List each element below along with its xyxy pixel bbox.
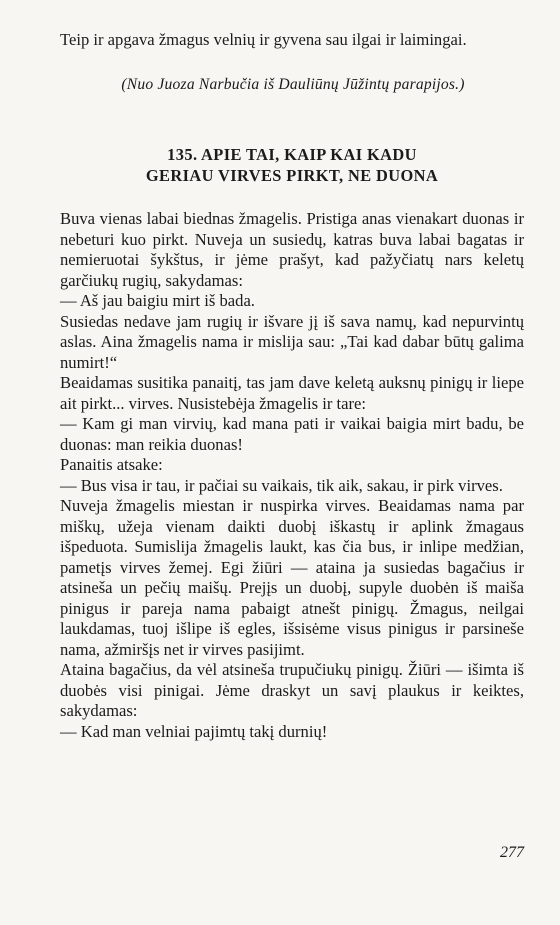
page-number: 277	[500, 844, 524, 861]
story-source-note: (Nuo Juoza Narbučia iš Dauliūnų Jūžintų parapijos.)	[121, 76, 465, 94]
story-heading-line-2: GERIAU VIRVES PIRKT, NE DUONA	[145, 165, 439, 185]
story-heading	[60, 145, 524, 186]
story-paragraph-7: — Bus visa ir tau, ir pačiai su vaikais, tik aik, sakau, ir pirk virves.	[60, 475, 503, 495]
story-paragraph-9: Ataina bagačius, da vėl atsineša trupučiukų pinigų. Žiūri — išimta iš duobės visi pinigai. Jėme draskyt un savį plaukus ir keiktes, sakydamas:	[60, 660, 524, 721]
story-paragraph-1: Buva vienas labai biednas žmagelis. Pristiga anas vienakart duonas ir nebeturi kuo pirkt. Nuveja un susiedų, katras buva labai bagatas ir nemieruotai šykštus, ir jėme prašyt, kad pažyčiatų nars keletų garčiukų rugių, sakydamas:	[60, 209, 524, 290]
story-paragraph-2: — Aš jau baigiu mirt iš bada.	[60, 291, 255, 311]
story-paragraph-6: Panaitis atsake:	[60, 455, 163, 475]
story-paragraph-10: — Kad man velniai pajimtų takį durnių!	[60, 721, 328, 741]
story-paragraph-4: Beaidamas susitika panaitį, tas jam dave keletą auksnų pinigų ir liepe ait pirkt... virves. Nusistebėja žmagelis ir tare:	[60, 373, 524, 413]
story-heading-line-1: 135. APIE TAI, KAIP KAI KADU	[167, 145, 417, 165]
story-paragraph-3: Susiedas nedave jam rugių ir išvare jį iš sava namų, kad nepurvintų aslas. Aina žmagelis nama ir mislija sau: „Tai kad dabar būtų galima numirt!“	[60, 311, 524, 372]
intro-paragraph: Teip ir apgava žmagus velnių ir gyvena sau ilgai ir laimingai.	[60, 30, 467, 49]
story-paragraph-8: Nuveja žmagelis miestan ir nuspirka virves. Beaidamas nama par miškų, užeja vienam daikti duobį iškastų ir aplink žmagaus išpeduota. Sumislija žmagelis laukt, kas čia bus, ir inlipe medžian, pametįs virves žemej. Egi žiūri — ataina ja susiedas bagačius ir atsineša un pečių maišų. Prejįs un duobį, supyle duobėn iš maiša pinigus ir pareja nama pabaigt atnešt pinigų. Žmagus, neilgai laukdamas, tuoj išlipe iš egles, išsisėme visus pinigus ir parsineše nama, ažmiršįs net ir virves pasijimt.	[60, 496, 524, 659]
story-paragraph-5: — Kam gi man virvių, kad mana pati ir vaikai baigia mirt badu, be duonas: man reikia duonas!	[60, 414, 524, 454]
story-text	[60, 209, 524, 742]
